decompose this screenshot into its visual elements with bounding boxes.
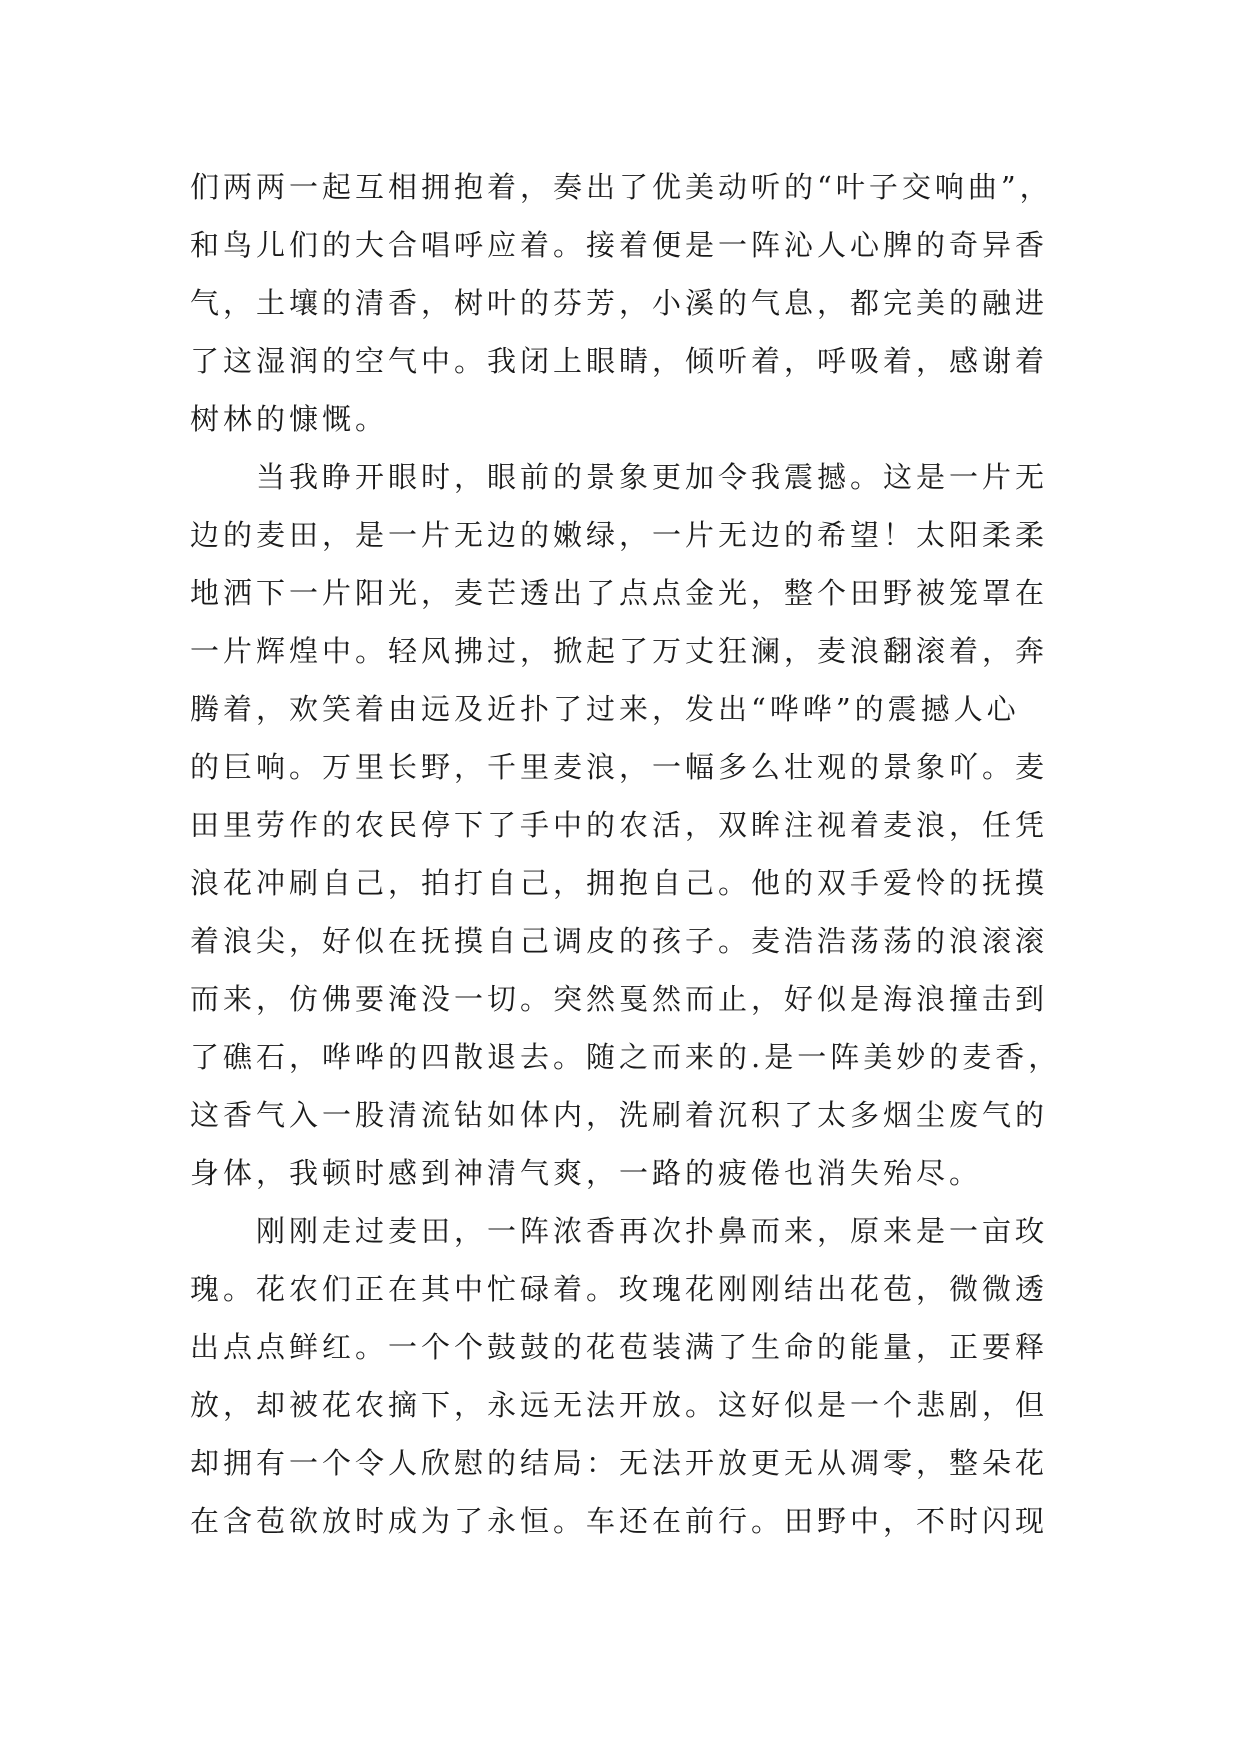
text-line: 这香气入一股清流钻如体内，洗刷着沉积了太多烟尘废气的 — [190, 1098, 1049, 1132]
text-line: 了礁石，哗哗的四散退去。随之而来的.是一阵美妙的麦香， — [190, 1040, 1062, 1074]
text-line: 而来，仿佛要淹没一切。突然戛然而止，好似是海浪撞击到 — [190, 982, 1049, 1016]
paragraph-first-line: 当我睁开眼时，眼前的景象更加令我震撼。这是一片无 — [256, 460, 1049, 494]
text-line: 瑰。花农们正在其中忙碌着。玫瑰花刚刚结出花苞，微微透 — [190, 1272, 1049, 1306]
text-line: 身体，我顿时感到神清气爽，一路的疲倦也消失殆尽。 — [190, 1156, 983, 1190]
text-line: 地洒下一片阳光，麦芒透出了点点金光，整个田野被笼罩在 — [190, 576, 1049, 610]
text-line: 一片辉煌中。轻风拂过，掀起了万丈狂澜，麦浪翻滚着，奔 — [190, 634, 1049, 668]
text-line: 气，土壤的清香，树叶的芬芳，小溪的气息，都完美的融进 — [190, 286, 1049, 320]
text-line: 树林的慷慨。 — [190, 402, 389, 436]
text-line: 放，却被花农摘下，永远无法开放。这好似是一个悲剧，但 — [190, 1388, 1049, 1422]
text-line: 却拥有一个令人欣慰的结局：无法开放更无从凋零，整朵花 — [190, 1446, 1049, 1480]
paragraph-first-line: 刚刚走过麦田，一阵浓香再次扑鼻而来，原来是一亩玫 — [256, 1214, 1049, 1248]
text-line: 田里劳作的农民停下了手中的农活，双眸注视着麦浪，任凭 — [190, 808, 1049, 842]
text-line: 的巨响。万里长野，千里麦浪，一幅多么壮观的景象吖。麦 — [190, 750, 1049, 784]
text-line: 在含苞欲放时成为了永恒。车还在前行。田野中，不时闪现 — [190, 1504, 1049, 1538]
text-line: 着浪尖，好似在抚摸自己调皮的孩子。麦浩浩荡荡的浪滚滚 — [190, 924, 1049, 958]
text-line: 们两两一起互相拥抱着，奏出了优美动听的“叶子交响曲”， — [190, 170, 1053, 204]
text-line: 了这湿润的空气中。我闭上眼睛，倾听着，呼吸着，感谢着 — [190, 344, 1049, 378]
text-line: 浪花冲刷自己，拍打自己，拥抱自己。他的双手爱怜的抚摸 — [190, 866, 1049, 900]
text-line: 出点点鲜红。一个个鼓鼓的花苞装满了生命的能量，正要释 — [190, 1330, 1049, 1364]
text-line: 边的麦田，是一片无边的嫩绿，一片无边的希望！太阳柔柔 — [190, 518, 1049, 552]
text-line: 和鸟儿们的大合唱呼应着。接着便是一阵沁人心脾的奇异香 — [190, 228, 1049, 262]
body-text — [190, 158, 1070, 1550]
text-line: 腾着，欢笑着由远及近扑了过来，发出“哗哗”的震撼人心 — [190, 692, 1020, 726]
